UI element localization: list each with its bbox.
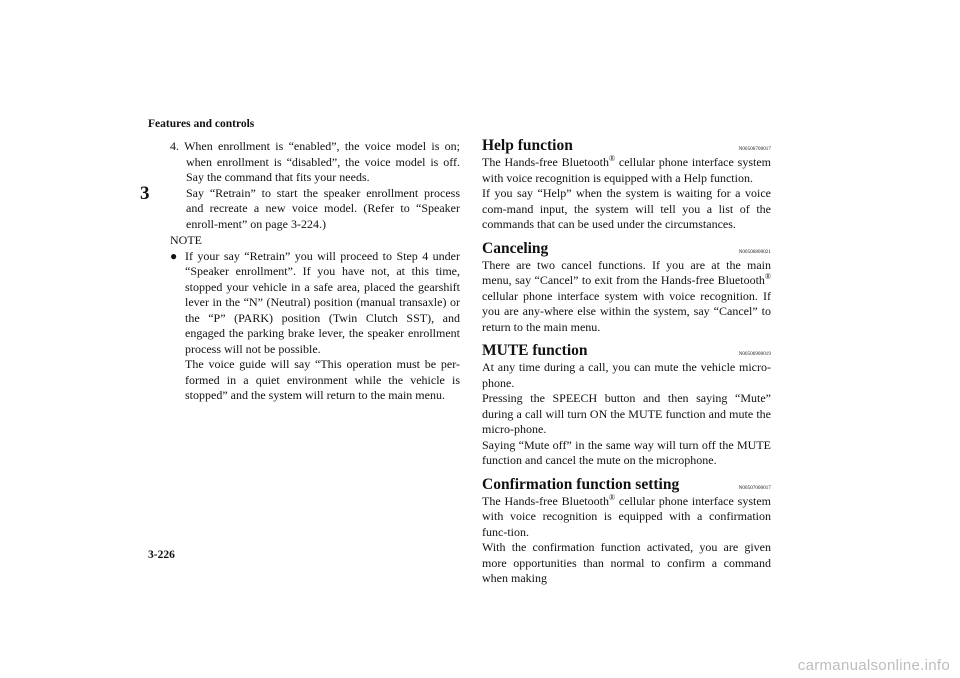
help-p1a: The Hands-free Bluetooth (482, 155, 609, 169)
confirmation-title: Confirmation function setting (482, 475, 680, 493)
running-header: Features and controls (148, 118, 255, 130)
section-confirmation (482, 476, 771, 587)
mute-code: N00506900019 (738, 352, 771, 357)
mute-paragraph-1: At any time during a call, you can mute the vehicle micro-phone. (482, 360, 771, 390)
page-number: 3-226 (148, 549, 175, 561)
mute-paragraph-3: Saying “Mute off” in the same way will turn off the MUTE function and cancel the mute on the microphone. (482, 437, 771, 467)
canceling-p1b: cellular phone interface system with voice recognition. If you are any-where else within the system, say “Cancel” to return to the main menu. (482, 288, 771, 334)
watermark: carmanualsonline.info (797, 657, 950, 674)
canceling-p1a: There are two cancel functions. If you are at the main menu, say “Cancel” to exit from the Hands-free Bluetooth (482, 257, 771, 287)
registered-mark: ® (764, 272, 771, 281)
note-label: NOTE (170, 233, 202, 247)
mute-title: MUTE function (482, 342, 588, 359)
section-help (482, 137, 771, 233)
confirmation-code: N00507000017 (738, 485, 771, 491)
help-paragraph-2: If you say “Help” when the system is waiting for a voice com-mand input, the system will tell you a list of the commands that can be used under the circumstances. (482, 186, 771, 231)
chapter-number: 3 (140, 183, 150, 204)
step-4-text: 4. When enrollment is “enabled”, the voice model is on; when enrollment is “disabled”, the voice model is off. Say the command that fits your needs. (170, 139, 460, 184)
note-paragraph-1: If your say “Retrain” you will proceed to Step 4 under “Speaker enrollment”. If you have not, at this time, stopped your vehicle in a safe area, placed the gearshift lever in the “N” (Neutral) position (manual transaxle) or the “P” (PARK) position (Twin Clutch SST), and engaged the parking brake lever, the speaker enrollment process will not be possible. (185, 248, 460, 356)
confirmation-paragraph-1 (482, 494, 771, 541)
confirmation-paragraph-2: With the confirmation function activated, you are given more opportunities than normal to confirm a command when making (482, 540, 771, 585)
registered-mark: ® (608, 154, 616, 163)
section-heading (482, 342, 771, 360)
help-p1b: cellular phone interface system with voice recognition is equipped with a Help function. (482, 155, 771, 185)
section-canceling (482, 240, 771, 336)
section-mute (482, 342, 771, 469)
confirmation-p1a: The Hands-free Bluetooth (482, 493, 609, 508)
step-4 (170, 139, 460, 186)
help-title: Help function (482, 137, 573, 154)
canceling-title: Canceling (482, 239, 549, 257)
help-code: N00506700017 (738, 147, 771, 152)
bullet-icon: ● (170, 248, 178, 263)
mute-paragraph-2: Pressing the SPEECH button and then saying “Mute” during a call will turn ON the MUTE function and mute the micro-phone. (482, 391, 771, 436)
confirmation-p1b: cellular phone interface system with voice recognition is equipped with a confirmation func-tion. (482, 493, 771, 539)
note-paragraph-2: The voice guide will say “This operation must be per-formed in a quiet environment while the vehicle is stopped” and the system will return to the main menu. (185, 357, 460, 402)
canceling-code: N00506800021 (738, 249, 771, 255)
step-4-retrain: Say “Retrain” to start the speaker enrollment process and recreate a new voice model. (Refer to “Speaker enroll-ment” on page 3-224.) (186, 185, 460, 231)
section-heading (482, 476, 771, 494)
registered-mark: ® (608, 492, 616, 502)
help-paragraph-1 (482, 155, 771, 186)
section-heading (482, 240, 771, 258)
section-heading (482, 137, 771, 155)
right-column (482, 137, 771, 594)
left-column (170, 139, 460, 404)
note-item (170, 249, 460, 404)
canceling-paragraph-1 (482, 258, 771, 336)
